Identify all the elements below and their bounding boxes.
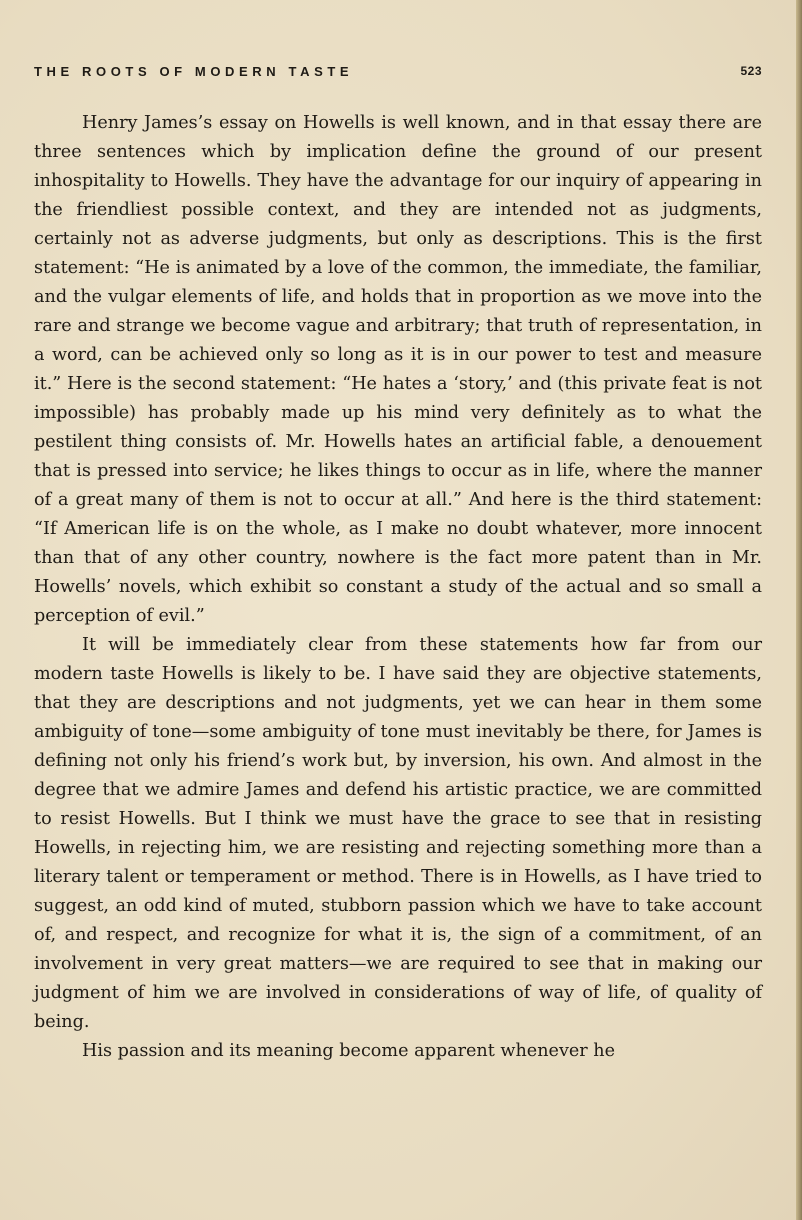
body-text xyxy=(34,109,762,1066)
page-header xyxy=(34,64,762,84)
running-head: THE ROOTS OF MODERN TASTE xyxy=(34,64,354,79)
page-number: 523 xyxy=(740,64,762,78)
paragraph: Henry James’s essay on Howells is well known, and in that essay there are three sentences which by implication define the ground of our present inhospitality to Howells. They have the advantage for our inquiry of appearing in the friendliest possible context, and they are intended not as judgments, certainly not as adverse judgments, but only as descriptions. This is the first statement: “He is animated by a love of the common, the immediate, the familiar, and the vulgar elements of life, and holds that in proportion as we move into the rare and strange we become vague and arbitrary; that truth of representation, in a word, can be achieved only so long as it is in our power to test and measure it.” Here is the second statement: “He hates a ‘story,’ and (this private feat is not impossible) has probably made up his mind very definitely as to what the pestilent thing consists of. Mr. Howells hates an artificial fable, a denouement that is pressed into service; he likes things to occur as in life, where the manner of a great many of them is not to occur at all.” And here is the third statement: “If American life is on the whole, as I make no doubt whatever, more innocent than that of any other country, nowhere is the fact more patent than in Mr. Howells’ novels, which exhibit so constant a study of the actual and so small a perception of evil.” xyxy=(34,113,762,626)
paragraph: It will be immediately clear from these statements how far from our modern taste Howells is likely to be. I have said they are objective statements, that they are descriptions and not judgments, yet we can hear in them some ambiguity of tone—some ambiguity of tone must inevitably be there, for James is defining not only his friend’s work but, by inversion, his own. And almost in the degree that we admire James and defend his artistic practice, we are committed to resist Howells. But I think we must have the grace to see that in resisting Howells, in rejecting him, we are resisting and rejecting something more than a literary talent or temperament or method. There is in Howells, as I have tried to suggest, an odd kind of muted, stubborn passion which we have to take account of, and respect, and recognize for what it is, the sign of a commitment, of an involvement in very great matters—we are required to see that in making our judgment of him we are involved in considerations of way of life, of quality of being. xyxy=(34,635,762,1032)
paragraph: His passion and its meaning become apparent whenever he xyxy=(82,1041,616,1061)
page-edge xyxy=(796,0,802,1220)
